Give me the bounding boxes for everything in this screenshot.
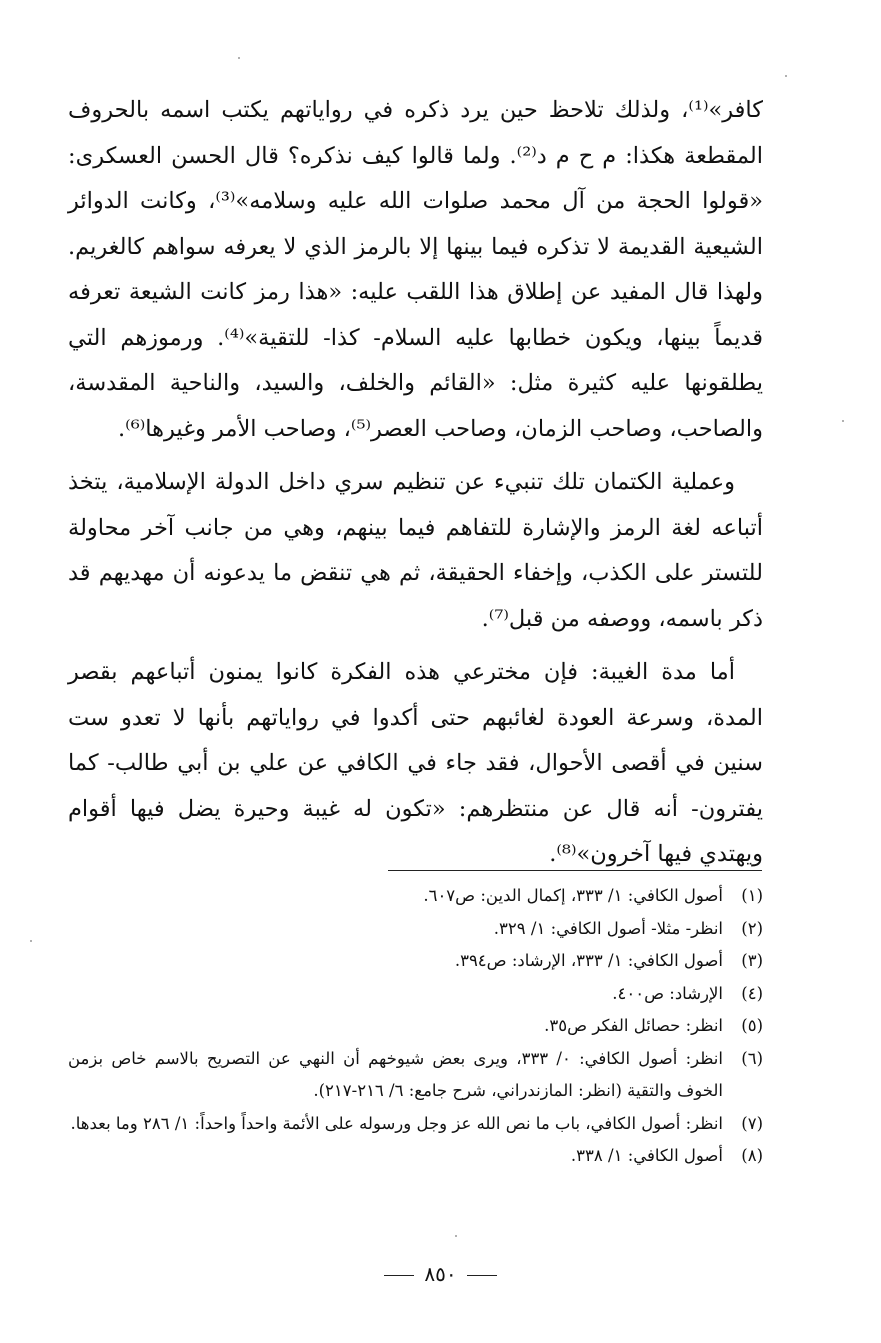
footnote-separator: [388, 870, 762, 871]
footnote-number: (٢): [741, 918, 763, 938]
footnote-text: أصول الكافي: ١/ ٣٣٣، الإرشاد: ص٣٩٤.: [454, 951, 723, 970]
dash-left: [384, 1275, 414, 1276]
footnote-2: [68, 913, 763, 946]
page-number-text: ٨٥٠: [424, 1262, 457, 1286]
paragraph-2: وعملية الكتمان تلك تنبيء عن تنظيم سري داخل الدولة الإسلامية، يتخذ أتباعه لغة الرمز والإشارة للتفاهم فيما بينهم، وهي من جانب آخر محاولة للتستر على الكذب، وإخفاء الحقيقة، ثم هي تنقض ما يدعونه أن مهديهم قد ذكر باسمه، ووصفه من قبل⁽⁷⁾.: [68, 469, 763, 632]
footnote-text: انظر- مثلا- أصول الكافي: ١/ ٣٢٩.: [493, 918, 723, 938]
footnote-number: (٣): [741, 951, 763, 970]
main-text: [68, 88, 763, 878]
footnote-number: (٧): [741, 1113, 763, 1133]
dash-right: [467, 1275, 497, 1276]
footnote-text: الإرشاد: ص٤٠٠.: [612, 983, 723, 1003]
footnote-number: (٨): [741, 1146, 763, 1165]
scan-speck: [842, 420, 844, 422]
page-number: [0, 1262, 881, 1286]
footnote-text: انظر: حصائل الفكر ص٣٥.: [544, 1016, 723, 1035]
footnote-5: [68, 1010, 763, 1043]
footnote-number: (٤): [741, 983, 763, 1003]
footnote-4: [68, 978, 763, 1011]
footnote-text: انظر: أصول الكافي: ٠/ ٣٣٣، ويرى بعض شيوخهم أن النهي عن التصريح بالاسم خاص بزمن الخوف والتقية (انظر: المازندراني، شرح جامع: ٦/ ٢١٦-٢١٧).: [68, 1048, 723, 1100]
footnote-text: أصول الكافي: ١/ ٣٣٣، إكمال الدين: ص٦٠٧.: [423, 886, 723, 905]
scan-speck: [785, 75, 787, 77]
footnote-7: [68, 1108, 763, 1141]
paragraph-3: أما مدة الغيبة: فإن مخترعي هذه الفكرة كانوا يمنون أتباعهم بقصر المدة، وسرعة العودة لغائبهم حتى أكدوا في رواياتهم بأنها لا تعدو ست سنين في أقصى الأحوال، فقد جاء في الكافي عن علي بن أبي طالب- كما يفترون- أنه قال عن منتظرهم: «تكون له غيبة وحيرة يضل فيها أقوام ويهتدي فيها آخرون»⁽⁸⁾.: [68, 659, 763, 867]
scan-speck: [238, 57, 240, 59]
footnote-3: [68, 945, 763, 978]
footnote-number: (١): [741, 886, 763, 905]
footnote-number: (٦): [741, 1048, 763, 1068]
footnote-6: [68, 1043, 763, 1108]
footnotes-section: [68, 880, 763, 1173]
footnote-number: (٥): [741, 1016, 763, 1035]
footnote-1: [68, 880, 763, 913]
footnote-text: انظر: أصول الكافي، باب ما نص الله عز وجل ورسوله على الأئمة واحداً واحداً: ١/ ٢٨٦ وما بعدها.: [70, 1113, 723, 1133]
footnote-8: [68, 1140, 763, 1173]
paragraph-1: كافر»⁽¹⁾، ولذلك تلاحظ حين يرد ذكره في رواياتهم يكتب اسمه بالحروف المقطعة هكذا: م ح م د⁽²⁾. ولما قالوا كيف نذكره؟ قال الحسن العسكرى: «قولوا الحجة من آل محمد صلوات الله عليه وسلامه»⁽³⁾، وكانت الدوائر الشيعية القديمة لا تذكره فيما بينها إلا بالرمز الذي لا يعرفه سواهم كالغريم. ولهذا قال المفيد عن إطلاق هذا اللقب عليه: «هذا رمز كانت الشيعة تعرفه قديماً بينها، ويكون خطابها عليه السلام- كذا- للتقية»⁽⁴⁾. ورموزهم التي يطلقونها عليه كثيرة مثل: «القائم والخلف، والسيد، والناحية المقدسة، والصاحب، وصاحب الزمان، وصاحب العصر⁽⁵⁾، وصاحب الأمر وغيرها⁽⁶⁾.: [68, 97, 764, 442]
scan-speck: [455, 1235, 457, 1237]
scan-speck: [30, 940, 32, 942]
footnote-text: أصول الكافي: ١/ ٣٣٨.: [570, 1146, 723, 1165]
